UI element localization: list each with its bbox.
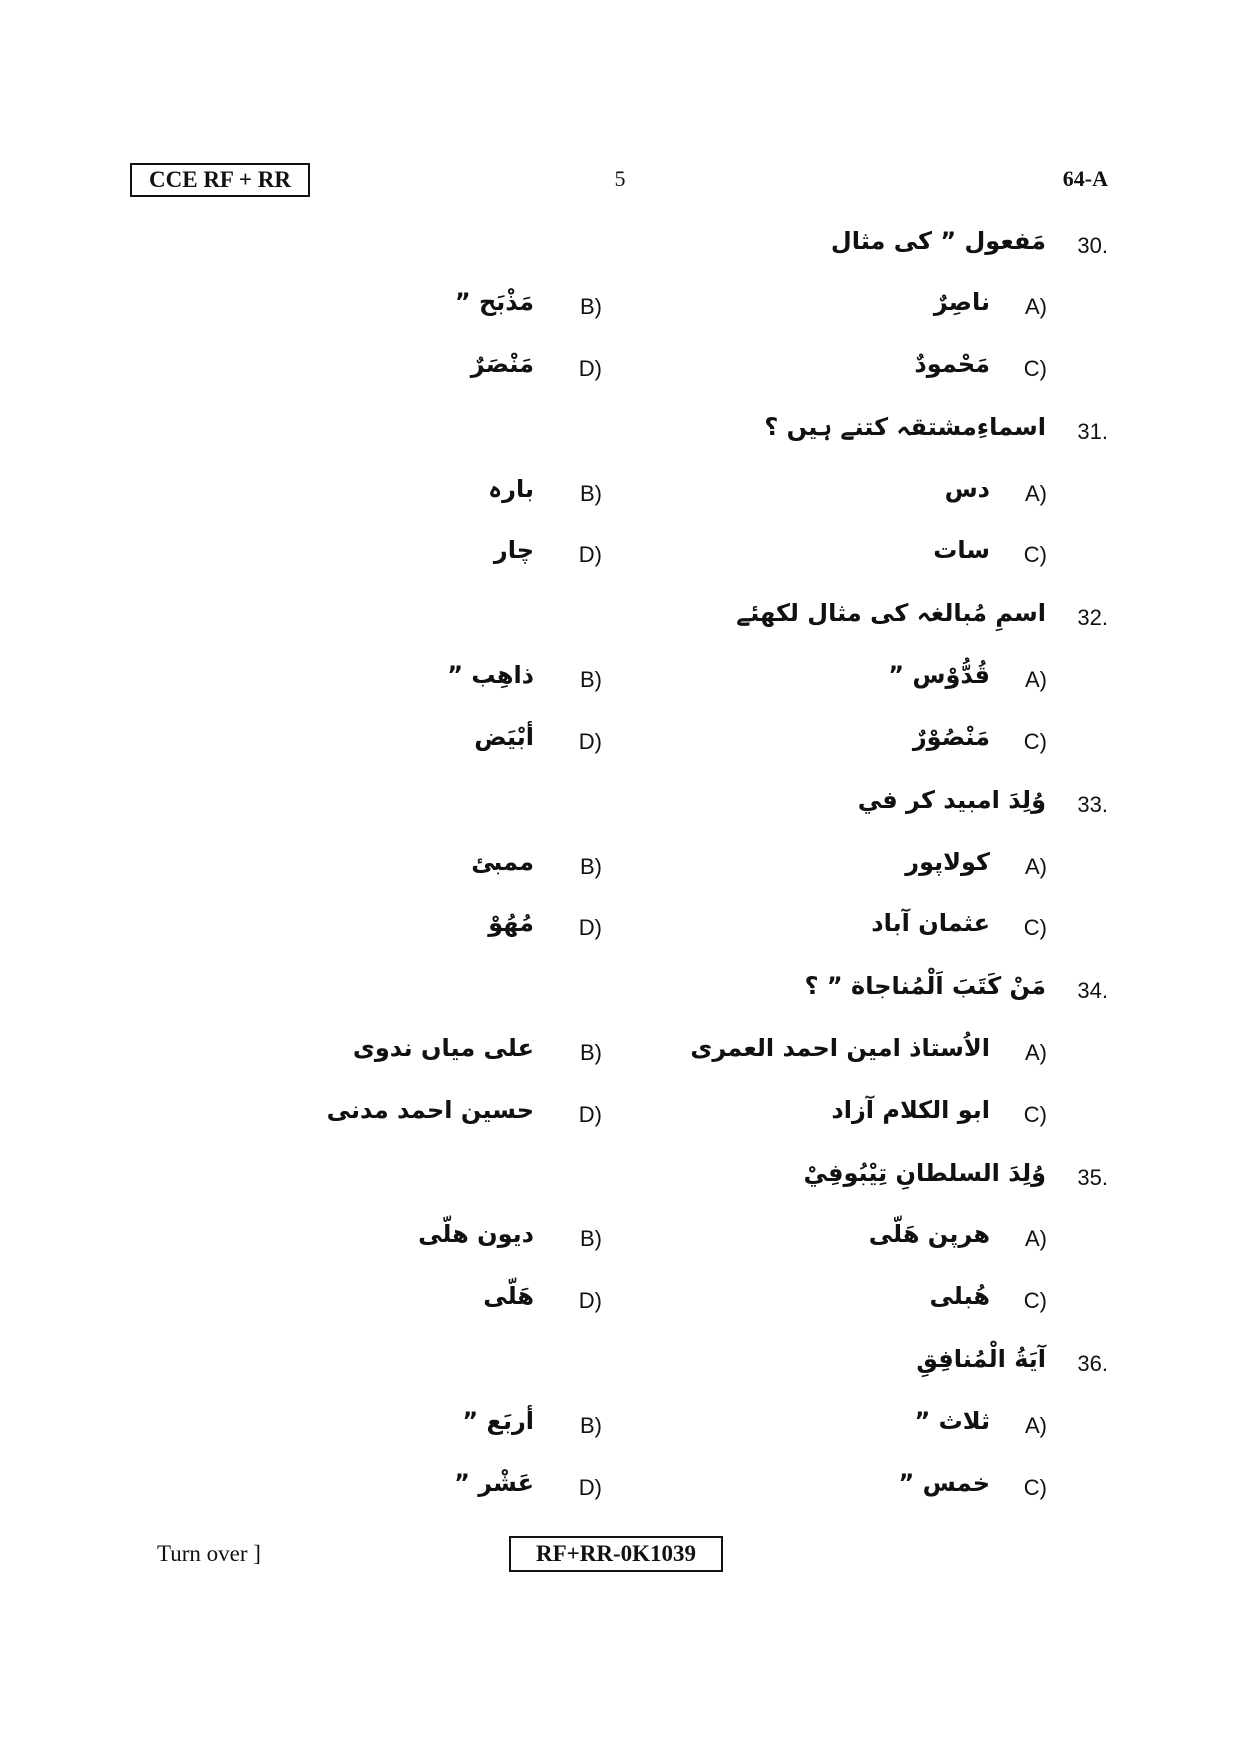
option-label-d: D)	[578, 1288, 602, 1313]
option-a: کولاپور	[905, 848, 990, 876]
option-label-c: C)	[1023, 1288, 1047, 1313]
option-label-d: D)	[578, 1102, 602, 1127]
option-label-a: A)	[1025, 667, 1047, 692]
question-number: 34.	[1077, 978, 1108, 1003]
option-c: سات	[933, 536, 990, 564]
question-text: اسماءِمشتقہ کتنے ہیں ؟	[764, 413, 1046, 441]
question-33	[0, 786, 1240, 826]
option-a: ثلاث ”	[914, 1407, 990, 1435]
question-number: 35.	[1077, 1165, 1108, 1190]
options-row-ab	[0, 288, 1240, 328]
options-row-cd	[0, 909, 1240, 949]
option-label-d: D)	[578, 729, 602, 754]
option-d: چار	[493, 536, 534, 564]
option-label-c: C)	[1023, 915, 1047, 940]
option-label-c: C)	[1023, 1102, 1047, 1127]
question-36	[0, 1345, 1240, 1385]
question-number: 33.	[1077, 792, 1108, 817]
option-b: أربَع ”	[462, 1407, 534, 1435]
option-b: مَذْبَح ”	[454, 288, 534, 316]
options-row-cd	[0, 1096, 1240, 1136]
option-label-a: A)	[1025, 1413, 1047, 1438]
option-d: مَنْصَرٌ	[470, 350, 534, 378]
options-row-ab	[0, 1407, 1240, 1447]
options-row-cd	[0, 350, 1240, 390]
option-label-b: B)	[580, 1226, 602, 1251]
options-row-ab	[0, 475, 1240, 515]
option-label-a: A)	[1025, 1226, 1047, 1251]
option-a: هرپن هَلّى	[868, 1220, 990, 1248]
paper-code-box: CCE RF + RR	[130, 163, 310, 197]
question-35	[0, 1159, 1240, 1199]
question-text: آيَةُ الْمُنافِقِ	[916, 1345, 1046, 1373]
option-d: أبْيَض	[474, 723, 534, 751]
option-d: مُهُوْ	[488, 909, 534, 937]
options-row-cd	[0, 536, 1240, 576]
paper-version: 64-A	[1062, 166, 1108, 191]
option-label-b: B)	[580, 667, 602, 692]
question-text: وُلِدَ السلطانِ تِيْبُوفِيْ	[803, 1159, 1046, 1187]
option-d: هَلّى	[483, 1282, 534, 1310]
options-row-cd	[0, 1469, 1240, 1509]
question-text: وُلِدَ امبيد كر في	[857, 786, 1046, 814]
option-label-c: C)	[1023, 356, 1047, 381]
options-row-ab	[0, 848, 1240, 888]
option-c: ابو الكلام آزاد	[831, 1096, 990, 1124]
option-label-c: C)	[1023, 1475, 1047, 1500]
question-34	[0, 972, 1240, 1012]
option-label-c: C)	[1023, 729, 1047, 754]
question-text: مَنْ كَتَبَ اَلْمُناجاة ” ؟	[804, 972, 1046, 1000]
options-row-ab	[0, 1034, 1240, 1074]
option-label-a: A)	[1025, 854, 1047, 879]
option-label-b: B)	[580, 1040, 602, 1065]
option-label-b: B)	[580, 1413, 602, 1438]
option-label-b: B)	[580, 294, 602, 319]
option-a: دس	[944, 475, 990, 503]
question-number: 31.	[1077, 419, 1108, 444]
option-label-a: A)	[1025, 1040, 1047, 1065]
footer-code-box: RF+RR-0K1039	[509, 1536, 723, 1572]
option-label-b: B)	[580, 854, 602, 879]
question-32	[0, 599, 1240, 639]
page-number: 5	[614, 166, 626, 191]
question-31	[0, 413, 1240, 453]
option-a: قُدُّوْس ”	[888, 661, 990, 689]
question-text: اسمِ مُبالغہ کی مثال لکھئے	[736, 599, 1046, 627]
option-a: الاُستاذ امين احمد العمرى	[690, 1034, 990, 1062]
question-number: 30.	[1077, 233, 1108, 258]
option-label-b: B)	[580, 481, 602, 506]
option-b: بارہ	[488, 475, 534, 503]
question-number: 32.	[1077, 605, 1108, 630]
option-label-a: A)	[1025, 481, 1047, 506]
option-c: عثمان آباد	[871, 909, 990, 937]
options-row-ab	[0, 1220, 1240, 1260]
option-d: عَشْر ”	[454, 1469, 534, 1497]
option-b: ذاهِب ”	[447, 661, 534, 689]
option-label-a: A)	[1025, 294, 1047, 319]
option-label-d: D)	[578, 542, 602, 567]
turn-over-note: Turn over ]	[157, 1541, 261, 1566]
option-label-d: D)	[578, 1475, 602, 1500]
option-a: ناصِرٌ	[933, 288, 990, 316]
option-d: حسين احمد مدنى	[326, 1096, 534, 1124]
question-text: مَفعول ” کی مثال	[830, 227, 1046, 255]
option-b: ديون هلّى	[418, 1220, 534, 1248]
option-label-d: D)	[578, 915, 602, 940]
question-number: 36.	[1077, 1351, 1108, 1376]
option-c: مَنْصُوْرٌ	[912, 723, 990, 751]
question-30	[0, 227, 1240, 267]
option-label-d: D)	[578, 356, 602, 381]
option-b: على مياں ندوى	[352, 1034, 534, 1062]
options-row-cd	[0, 1282, 1240, 1322]
option-b: ممبئ	[471, 848, 534, 876]
option-c: مَحْمودٌ	[914, 350, 990, 378]
options-row-ab	[0, 661, 1240, 701]
option-c: خمس ”	[898, 1469, 990, 1497]
option-c: هُبلى	[929, 1282, 990, 1310]
options-row-cd	[0, 723, 1240, 763]
option-label-c: C)	[1023, 542, 1047, 567]
